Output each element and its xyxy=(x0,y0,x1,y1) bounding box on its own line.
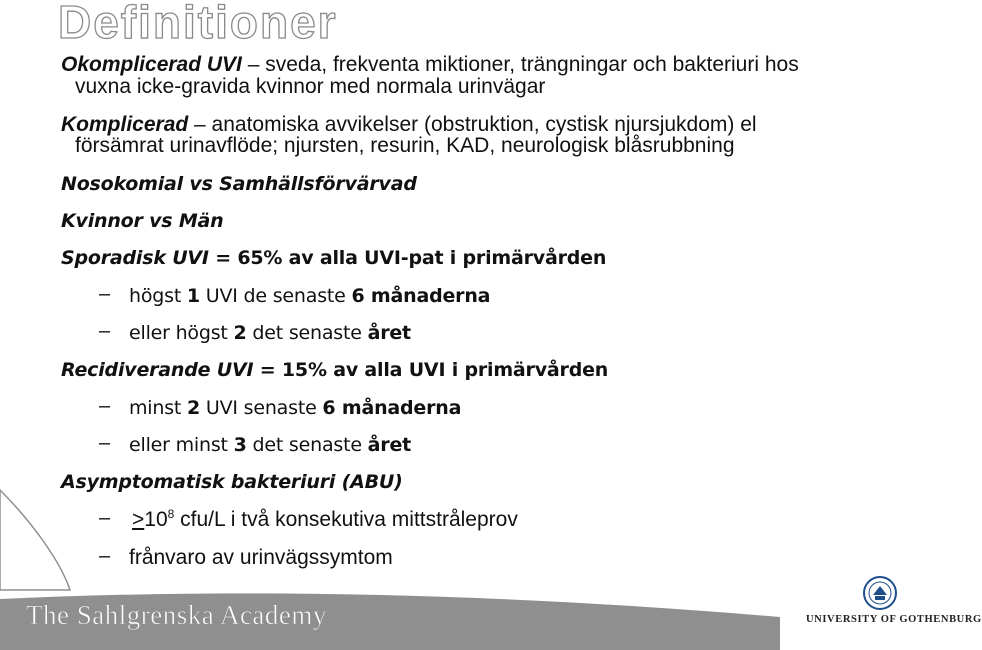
bullet-dash: – xyxy=(99,283,111,305)
university-of-gothenburg-logo: UNIVERSITY OF GOTHENBURG xyxy=(806,614,982,625)
definition-kvinnor-man: Kvinnor vs Män xyxy=(61,210,224,232)
definition-abu: Asymptomatisk bakteriuri (ABU) xyxy=(61,471,403,493)
definition-okomplicerad-cont: vuxna icke-gravida kvinnor med normala urinvägar xyxy=(75,75,546,98)
definition-komplicerad: Komplicerad – anatomiska avvikelser (obstruktion, cystisk njursjukdom) el xyxy=(61,113,757,136)
bullet-dash: – xyxy=(99,432,111,454)
term-komplicerad: Komplicerad xyxy=(61,113,189,136)
definition-sporadisk: Sporadisk UVI = 65% av alla UVI-pat i primärvården xyxy=(61,247,607,269)
bullet-dash: – xyxy=(99,507,111,529)
definition-okomplicerad: Okomplicerad UVI – sveda, frekventa miktioner, trängningar och bakteriuri hos xyxy=(61,53,799,76)
definition-nosokomial: Nosokomial vs Samhällsförvärvad xyxy=(61,173,417,195)
decorative-swoosh xyxy=(0,480,70,590)
abu-criterion-1: $>10^8$ cfu/L i två konsekutiva mittstråleprov xyxy=(132,507,518,531)
term-okomplicerad: Okomplicerad UVI xyxy=(61,53,242,76)
abu-criterion-2: frånvaro av urinvägssymtom xyxy=(129,546,393,569)
definition-recidiverande: Recidiverande UVI = 15% av alla UVI i primärvården xyxy=(61,359,609,381)
sahlgrenska-academy-logo: The Sahlgrenska Academy xyxy=(26,600,327,630)
slide-title: Definitioner xyxy=(58,0,338,48)
recidiverande-criterion-1: minst 2 UVI senaste 6 månaderna xyxy=(129,397,462,419)
bullet-dash: – xyxy=(99,320,111,342)
definition-komplicerad-cont: försämrat urinavflöde; njursten, resurin, KAD, neurologisk blåsrubbning xyxy=(75,134,735,157)
recidiverande-criterion-2: eller minst 3 det senaste året xyxy=(129,434,412,456)
bullet-dash: – xyxy=(99,395,111,417)
university-seal-icon xyxy=(862,575,898,611)
bullet-dash: – xyxy=(99,545,111,567)
sporadisk-criterion-1: högst 1 UVI de senaste 6 månaderna xyxy=(129,285,491,307)
sporadisk-criterion-2: eller högst 2 det senaste året xyxy=(129,322,411,344)
